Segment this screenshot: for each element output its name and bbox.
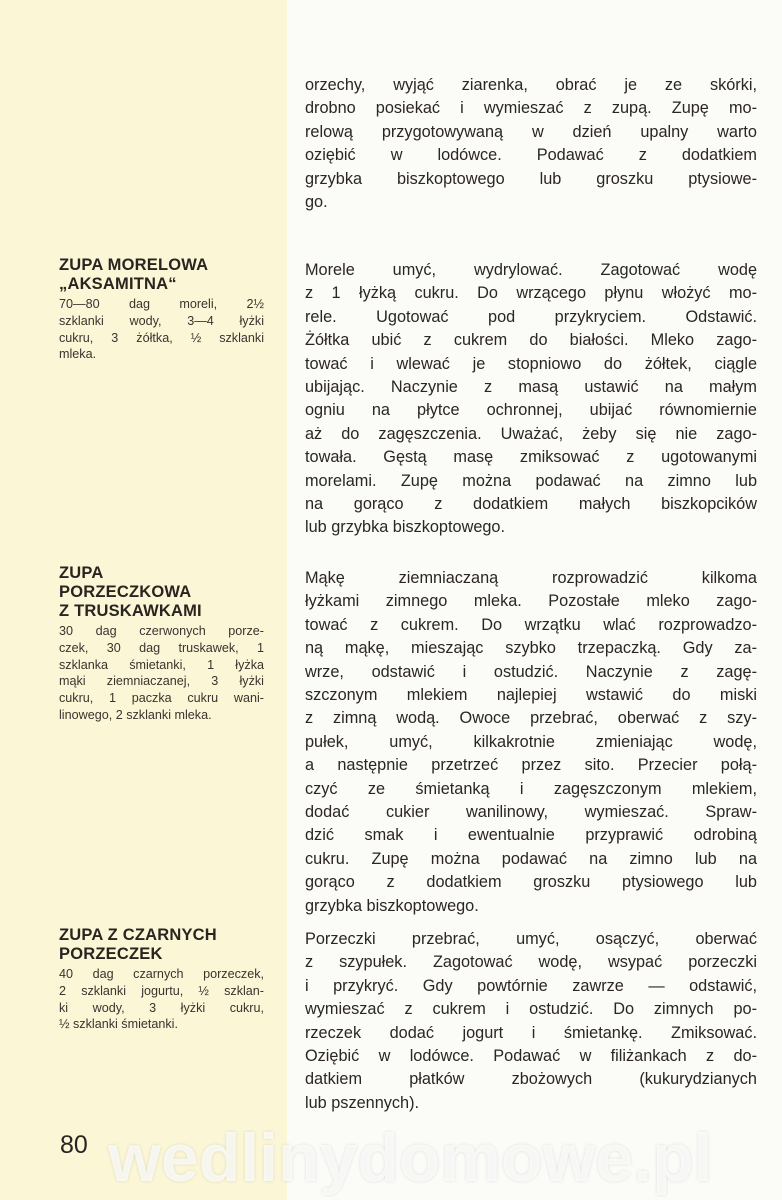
text-line: wrze, odstawić i ostudzić. Naczynie z zagę- xyxy=(305,662,757,681)
text-line: ną mąkę, mieszając szybko trzepaczką. Gdy za- xyxy=(305,639,757,658)
text-line: cukru. Zupę można podawać na zimno lub na xyxy=(305,849,757,868)
text-line: Morele umyć, wydrylować. Zagotować wodę xyxy=(305,261,757,279)
text-line: dzić smak i ewentualnie przyprawić odrobiną xyxy=(305,826,757,845)
text-line: pułek, umyć, kilkakrotnie zmieniając wodę, xyxy=(305,732,757,751)
text-line: gorąco z dodatkiem groszku ptysiowego lub xyxy=(305,873,757,892)
text-line: tować z cukrem. Do wrzątku wlać rozprowadzo- xyxy=(305,615,757,634)
text-line: grzybka biszkoptowego. xyxy=(305,896,479,915)
text-line: na gorąco z dodatkiem małych biszkopcików xyxy=(305,495,757,514)
text-line: datkiem płatków zbożowych (kukurydzianych xyxy=(305,1070,757,1089)
text-line: Oziębić w lodówce. Podawać w filiżankach z do- xyxy=(305,1047,757,1066)
text-line: z 1 łyżką cukru. Do wrzącego płynu włożyć mo- xyxy=(305,284,757,303)
recipe-title-line: ZUPA Z CZARNYCH xyxy=(59,926,217,944)
text-line: 40 dag czarnych porzeczek, xyxy=(59,967,264,981)
text-line: orzechy, wyjąć ziarenka, obrać je ze skórki, xyxy=(305,76,757,94)
text-line: z szypułek. Zagotować wodę, wsypać porzeczki xyxy=(305,953,757,972)
text-line: relową przygotowywaną w dzień upalny warto xyxy=(305,122,757,141)
recipe-title xyxy=(59,564,264,621)
text-line: rele. Ugotować pod przykryciem. Odstawić. xyxy=(305,307,757,326)
text-line: cukru, 3 żółtka, ½ szklanki xyxy=(59,330,264,345)
text-line: 30 dag czerwonych porze- xyxy=(59,624,264,638)
recipe-title-line: ZUPA MORELOWA xyxy=(59,256,209,274)
text-line: drobno posiekać i wymieszać z zupą. Zupę mo- xyxy=(305,99,757,118)
recipe-czarne-porzeczki-method xyxy=(305,928,757,1115)
recipe-porzeczkowa-method xyxy=(305,567,757,918)
text-line: ogniu na płytce ochronnej, ubijać równomiernie xyxy=(305,401,757,420)
text-line: szklanki wody, 3—4 łyżki xyxy=(59,313,264,328)
text-line: szklanka śmietanki, 1 łyżka xyxy=(59,657,264,672)
recipe-aksamitna-sidebar xyxy=(59,256,264,363)
text-line: ki wody, 3 łyżki cukru, xyxy=(59,1000,264,1015)
recipe-title-line: ZUPA xyxy=(59,564,104,582)
text-line: 2 szklanki jogurtu, ½ szklan- xyxy=(59,983,264,998)
page-number: 80 xyxy=(60,1131,88,1159)
text-line: dodać cukier wanilinowy, wymieszać. Spraw- xyxy=(305,803,757,822)
intro-paragraph xyxy=(305,74,757,214)
text-line: 70—80 dag moreli, 2½ xyxy=(59,297,264,311)
text-line: go. xyxy=(305,193,328,212)
text-line: oziębić w lodówce. Podawać z dodatkiem xyxy=(305,146,757,165)
text-line: lub pszennych). xyxy=(305,1093,420,1112)
text-line: towała. Gęstą masę zmiksować z ugotowanymi xyxy=(305,448,757,467)
text-line: ½ szklanki śmietanki. xyxy=(59,1017,178,1032)
text-line: mleka. xyxy=(59,347,97,362)
text-line: rzeczek dodać jogurt i śmietankę. Zmiksować. xyxy=(305,1023,757,1042)
text-line: ubijając. Naczynie z masą ustawić na małym xyxy=(305,378,757,397)
text-line: czek, 30 dag truskawek, 1 xyxy=(59,640,264,655)
text-line: aż do zagęszczenia. Uważać, żeby się nie zago- xyxy=(305,424,757,443)
recipe-title-line: Z TRUSKAWKAMI xyxy=(59,602,202,620)
text-line: tować i wlewać je stopniowo do żółtek, ciągle xyxy=(305,354,757,373)
text-line: grzybka biszkoptowego lub groszku ptysiowe- xyxy=(305,169,757,188)
recipe-title xyxy=(59,256,264,294)
text-line: lub grzybka biszkoptowego. xyxy=(305,518,506,537)
text-line: cukru, 1 paczka cukru wani- xyxy=(59,691,264,706)
text-line: czyć ze śmietanką i zagęszczonym mlekiem, xyxy=(305,779,757,798)
text-line: linowego, 2 szklanki mleka. xyxy=(59,707,212,722)
text-line: Żółtka ubić z cukrem do białości. Mleko zago- xyxy=(305,331,757,350)
text-line: a następnie przetrzeć przez sito. Przecier połą- xyxy=(305,756,757,775)
text-line: Porzeczki przebrać, umyć, osączyć, oberwać xyxy=(305,930,757,948)
ingredients-list xyxy=(59,966,264,1033)
watermark: wedlinydomowe.pl xyxy=(108,1120,713,1196)
ingredients-list xyxy=(59,296,264,363)
text-line: Mąkę ziemniaczaną rozprowadzić kilkoma xyxy=(305,569,757,587)
recipe-title-line: PORZECZEK xyxy=(59,945,163,963)
ingredients-list xyxy=(59,623,264,724)
recipe-title xyxy=(59,926,264,964)
recipe-czarne-porzeczki-sidebar xyxy=(59,926,264,1033)
recipe-title-line: „AKSAMITNA“ xyxy=(59,275,177,293)
recipe-aksamitna-method xyxy=(305,259,757,540)
text-line: z zimną wodą. Owoce przebrać, oberwać z szy- xyxy=(305,709,757,728)
text-line: łyżkami zimnego mleka. Pozostałe mleko zago- xyxy=(305,592,757,611)
text-line: mąki ziemniaczanej, 3 łyżki xyxy=(59,674,264,689)
text-line: wymieszać z cukrem i ostudzić. Do zimnych po- xyxy=(305,1000,757,1019)
text-line: morelami. Zupę można podawać na zimno lub xyxy=(305,471,757,490)
text-line: szczonym mlekiem najlepiej wstawić do miski xyxy=(305,686,757,705)
text-line: i przykryć. Gdy powtórnie zawrze — odstawić, xyxy=(305,976,757,995)
recipe-title-line: PORZECZKOWA xyxy=(59,583,192,601)
recipe-porzeczkowa-sidebar xyxy=(59,564,264,724)
